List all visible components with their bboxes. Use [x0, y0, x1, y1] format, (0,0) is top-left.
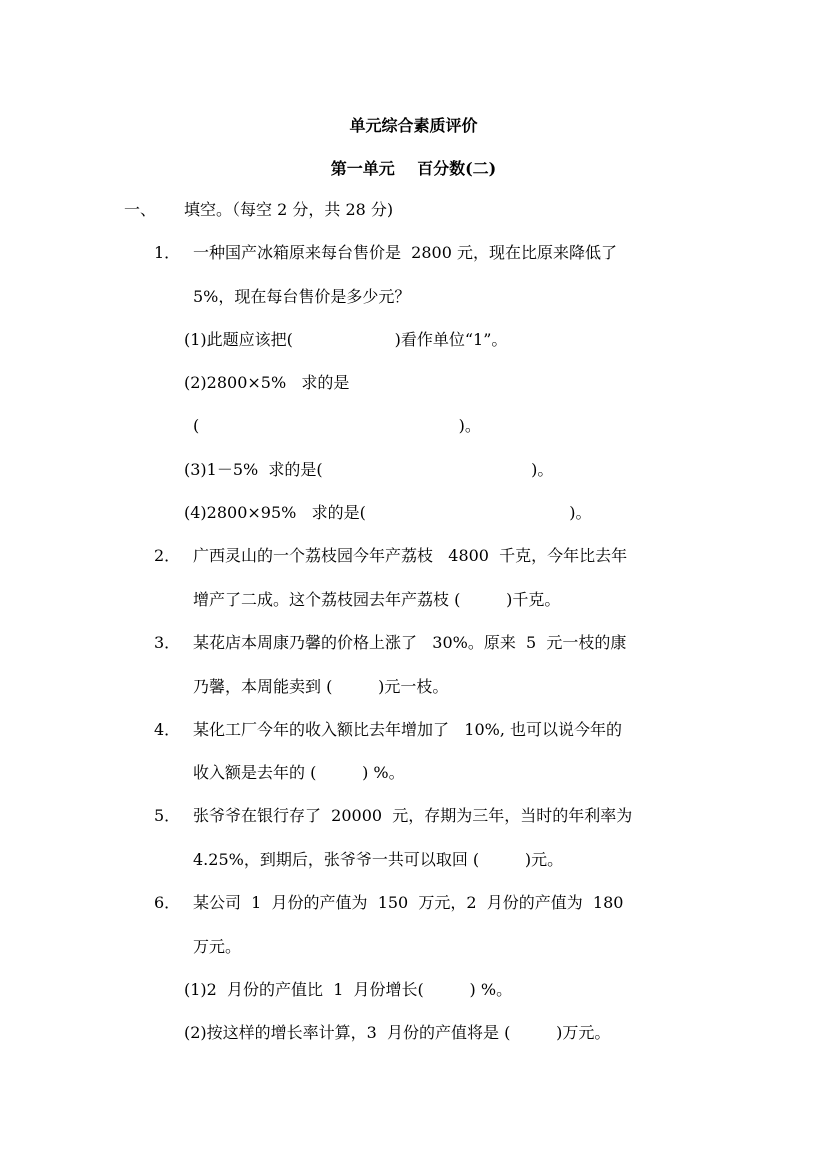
question-text: 4.25%，到期后，张爷爷一共可以取回 ( )元。	[193, 850, 564, 869]
document-title: 单元综合素质评价	[349, 116, 478, 135]
sub-question: (1)此题应该把( )看作单位“1”。	[184, 330, 508, 349]
question-number: 2．	[154, 546, 181, 565]
question-number: 4．	[154, 720, 181, 739]
question-text: 增产了二成。这个荔枝园去年产荔枝 ( )千克。	[193, 590, 561, 609]
question-text: 万元。	[193, 937, 242, 956]
sub-question: (2)2800×5% 求的是	[184, 373, 350, 392]
question-number: 5．	[154, 806, 181, 825]
question-text: 某化工厂今年的收入额比去年增加了 10%, 也可以说今年的	[193, 720, 622, 739]
answer-blank: ( )。	[193, 416, 481, 435]
unit-subtitle: 第一单元 百分数(二)	[330, 159, 497, 178]
question-text: 乃馨，本周能卖到 ( )元一枝。	[193, 677, 449, 696]
sub-question: (1)2 月份的产值比 1 月份增长( ) %。	[184, 980, 513, 999]
question-text: 某花店本周康乃馨的价格上涨了 30%。原来 5 元一枝的康	[193, 633, 627, 652]
sub-question: (3)1－5% 求的是( )。	[184, 460, 554, 479]
sub-question: (2)按这样的增长率计算，3 月份的产值将是 ( )万元。	[184, 1023, 611, 1042]
question-number: 1．	[154, 243, 181, 262]
question-number: 3．	[154, 633, 181, 652]
question-text: 5%，现在每台售价是多少元？	[193, 287, 411, 306]
section-heading: 填空。（每空 2 分，共 28 分)	[184, 200, 394, 219]
question-text: 收入额是去年的 ( ) %。	[193, 763, 405, 782]
section-number: 一、	[124, 200, 157, 219]
question-text: 某公司 1 月份的产值为 150 万元，2 月份的产值为 180	[193, 893, 624, 912]
question-text: 一种国产冰箱原来每台售价是 2800 元，现在比原来降低了	[193, 243, 617, 262]
question-text: 张爷爷在银行存了 20000 元，存期为三年，当时的年利率为	[193, 806, 633, 825]
sub-question: (4)2800×95% 求的是( )。	[184, 503, 592, 522]
question-number: 6．	[154, 893, 181, 912]
question-text: 广西灵山的一个荔枝园今年产荔枝 4800 千克，今年比去年	[193, 546, 628, 565]
